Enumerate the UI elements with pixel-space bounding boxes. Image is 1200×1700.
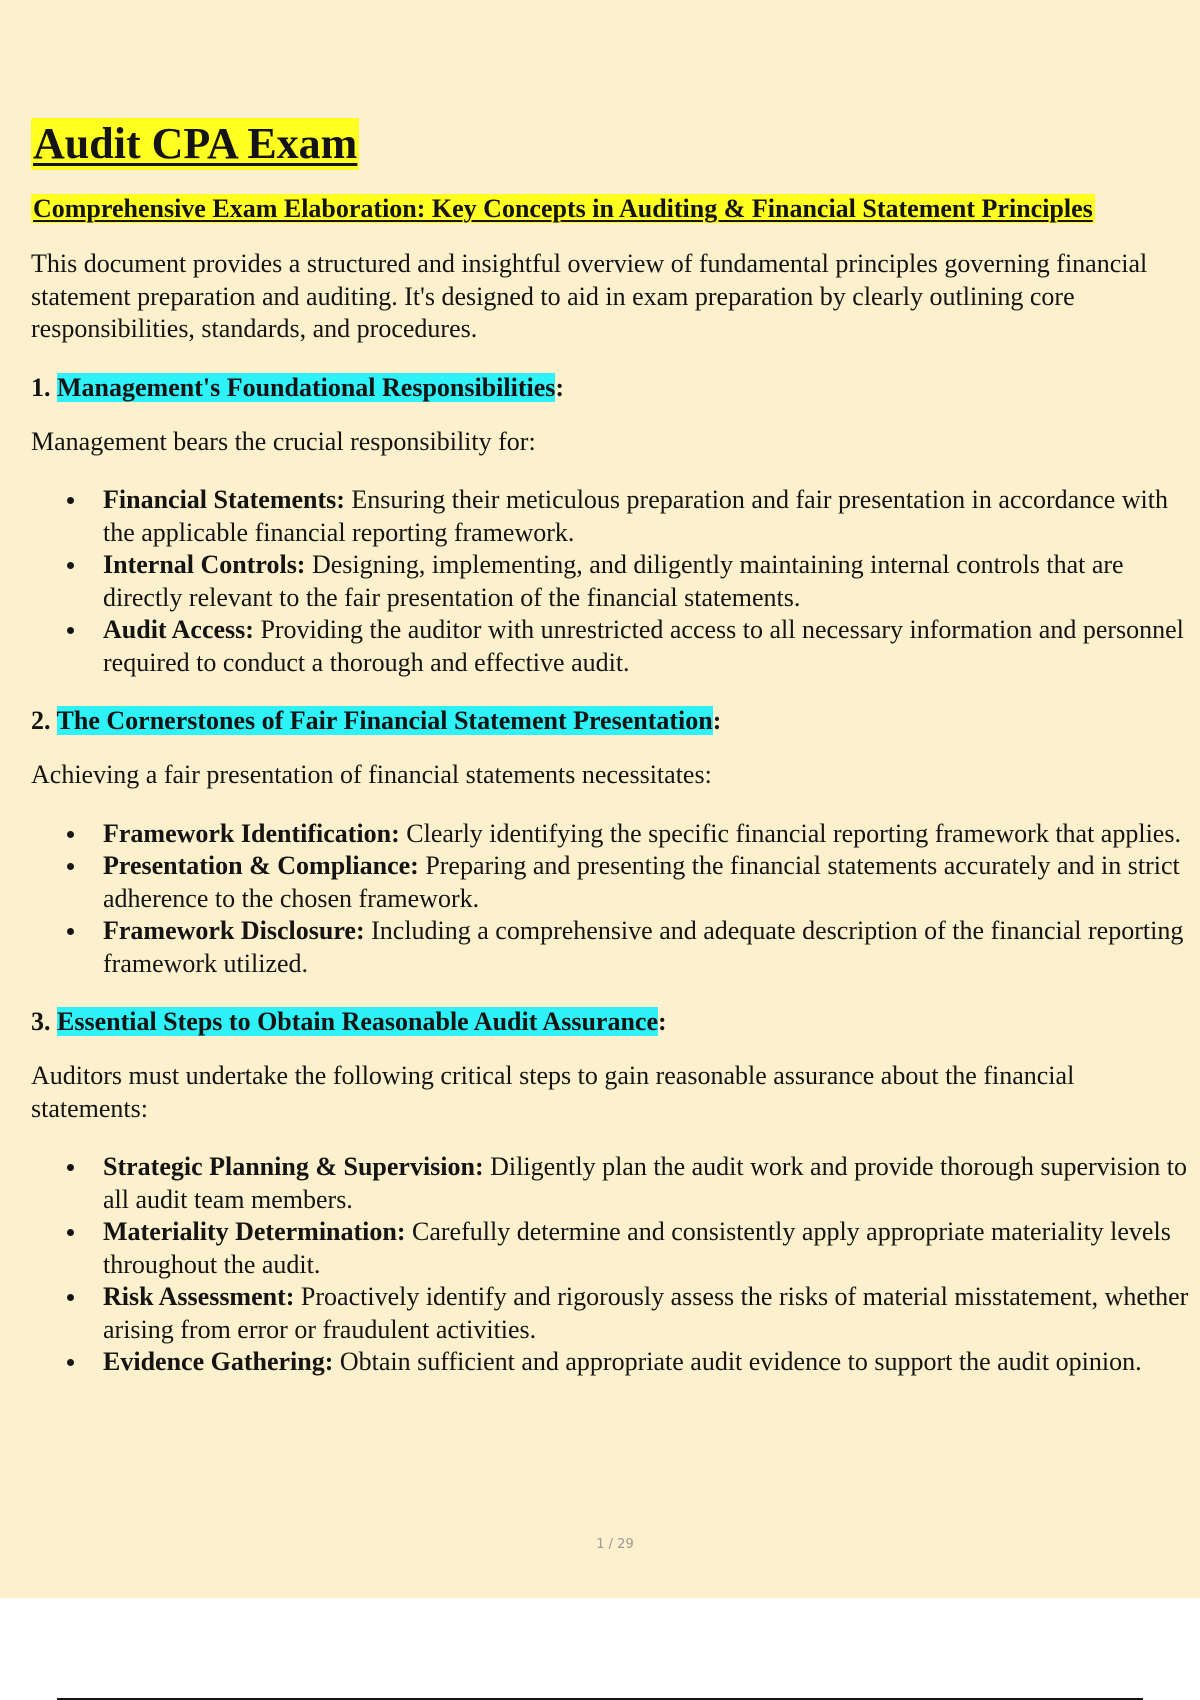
section-1 [31,372,1191,680]
bullet-item [31,1346,1191,1379]
bullet-term: Materiality Determination: [103,1217,406,1246]
bullet-dot [67,1164,74,1171]
section-heading [31,705,1191,737]
section-lead: Auditors must undertake the following critical steps to gain reasonable assurance about the financial statements: [31,1061,1075,1123]
bullet-dot [67,627,74,634]
page-content [31,118,1191,1379]
section-heading [31,1006,1191,1038]
bullet-list [31,1151,1191,1379]
bullet-dot [67,863,74,870]
bullet-term: Evidence Gathering: [103,1347,334,1376]
section-colon: : [712,706,722,735]
bullet-term: Strategic Planning & Supervision: [103,1152,484,1181]
bullet-term: Risk Assessment: [103,1282,295,1311]
bullet-text: Providing the auditor with unrestricted access to all necessary information and personnel required to conduct a thorough and effective audit. [103,615,1184,677]
section-number: 2. [31,706,51,735]
bullet-item [31,1151,1191,1216]
bullet-item [31,1281,1191,1346]
section-colon: : [657,1007,667,1036]
section-title: Essential Steps to Obtain Reasonable Audit Assurance [57,1007,658,1036]
bullet-item [31,850,1191,915]
bullet-dot [67,497,74,504]
bullet-text: Including a comprehensive and adequate description of the financial reporting framework utilized. [103,916,1184,978]
document-title: Audit CPA Exam [33,119,358,168]
bullet-item [31,484,1191,549]
bullet-text: Ensuring their meticulous preparation and fair presentation in accordance with the applicable financial reporting framework. [103,485,1168,547]
section-colon: : [555,372,565,402]
section-lead: Achieving a fair presentation of financial statements necessitates: [31,760,712,789]
bullet-term: Internal Controls: [103,550,306,579]
bullet-term: Audit Access: [103,615,254,644]
bullet-dot [67,562,74,569]
section-2 [31,705,1191,980]
bullet-text: Diligently plan the audit work and provide thorough supervision to all audit team members. [103,1152,1187,1214]
bullet-item [31,549,1191,614]
bullet-text: Carefully determine and consistently apply appropriate materiality levels throughout the audit. [103,1217,1171,1279]
bullet-text: Designing, implementing, and diligently maintaining internal controls that are directly relevant to the fair presentation of the financial statements. [103,550,1124,612]
bullet-dot [67,1229,74,1236]
bullet-item [31,915,1191,980]
subtitle-text: Comprehensive Exam Elaboration: Key Concepts in Auditing & Financial Statement Principles [33,194,1093,223]
bullet-dot [67,928,74,935]
bullet-item [31,614,1191,679]
section-title: The Cornerstones of Fair Financial Statement Presentation [56,706,713,735]
bullet-text: Proactively identify and rigorously assess the risks of material misstatement, whether arising from error or fraudulent activities. [103,1282,1189,1344]
bullet-term: Framework Disclosure: [103,916,365,945]
bullet-term: Financial Statements: [103,485,345,514]
bullet-dot [67,1359,74,1366]
section-number: 1. [31,372,51,402]
bullet-list [31,484,1191,679]
bullet-item [31,818,1191,851]
bullet-term: Presentation & Compliance: [103,851,419,880]
bullet-dot [67,1294,74,1301]
section-number: 3. [31,1007,51,1036]
bullet-list [31,818,1191,981]
bullet-item [31,1216,1191,1281]
document-subtitle [31,192,1191,226]
bullet-text: Preparing and presenting the financial statements accurately and in strict adherence to the chosen framework. [103,851,1180,913]
bullet-dot [67,831,74,838]
bullet-text: Obtain sufficient and appropriate audit evidence to support the audit opinion. [333,1347,1142,1376]
section-3 [31,1006,1191,1379]
section-heading [31,372,1191,404]
bullet-text: Clearly identifying the specific financial reporting framework that applies. [399,818,1181,848]
bullet-term: Framework Identification: [103,818,400,848]
section-title: Management's Foundational Responsibilities [57,372,556,402]
page-number: 1 / 29 [596,1537,634,1552]
section-lead: Management bears the crucial responsibility for: [31,426,536,456]
intro-paragraph: This document provides a structured and insightful overview of fundamental principles governing financial statement preparation and auditing. It's designed to aid in exam preparation by clearly outlining core responsibilities, standards, and procedures. [31,249,1148,343]
